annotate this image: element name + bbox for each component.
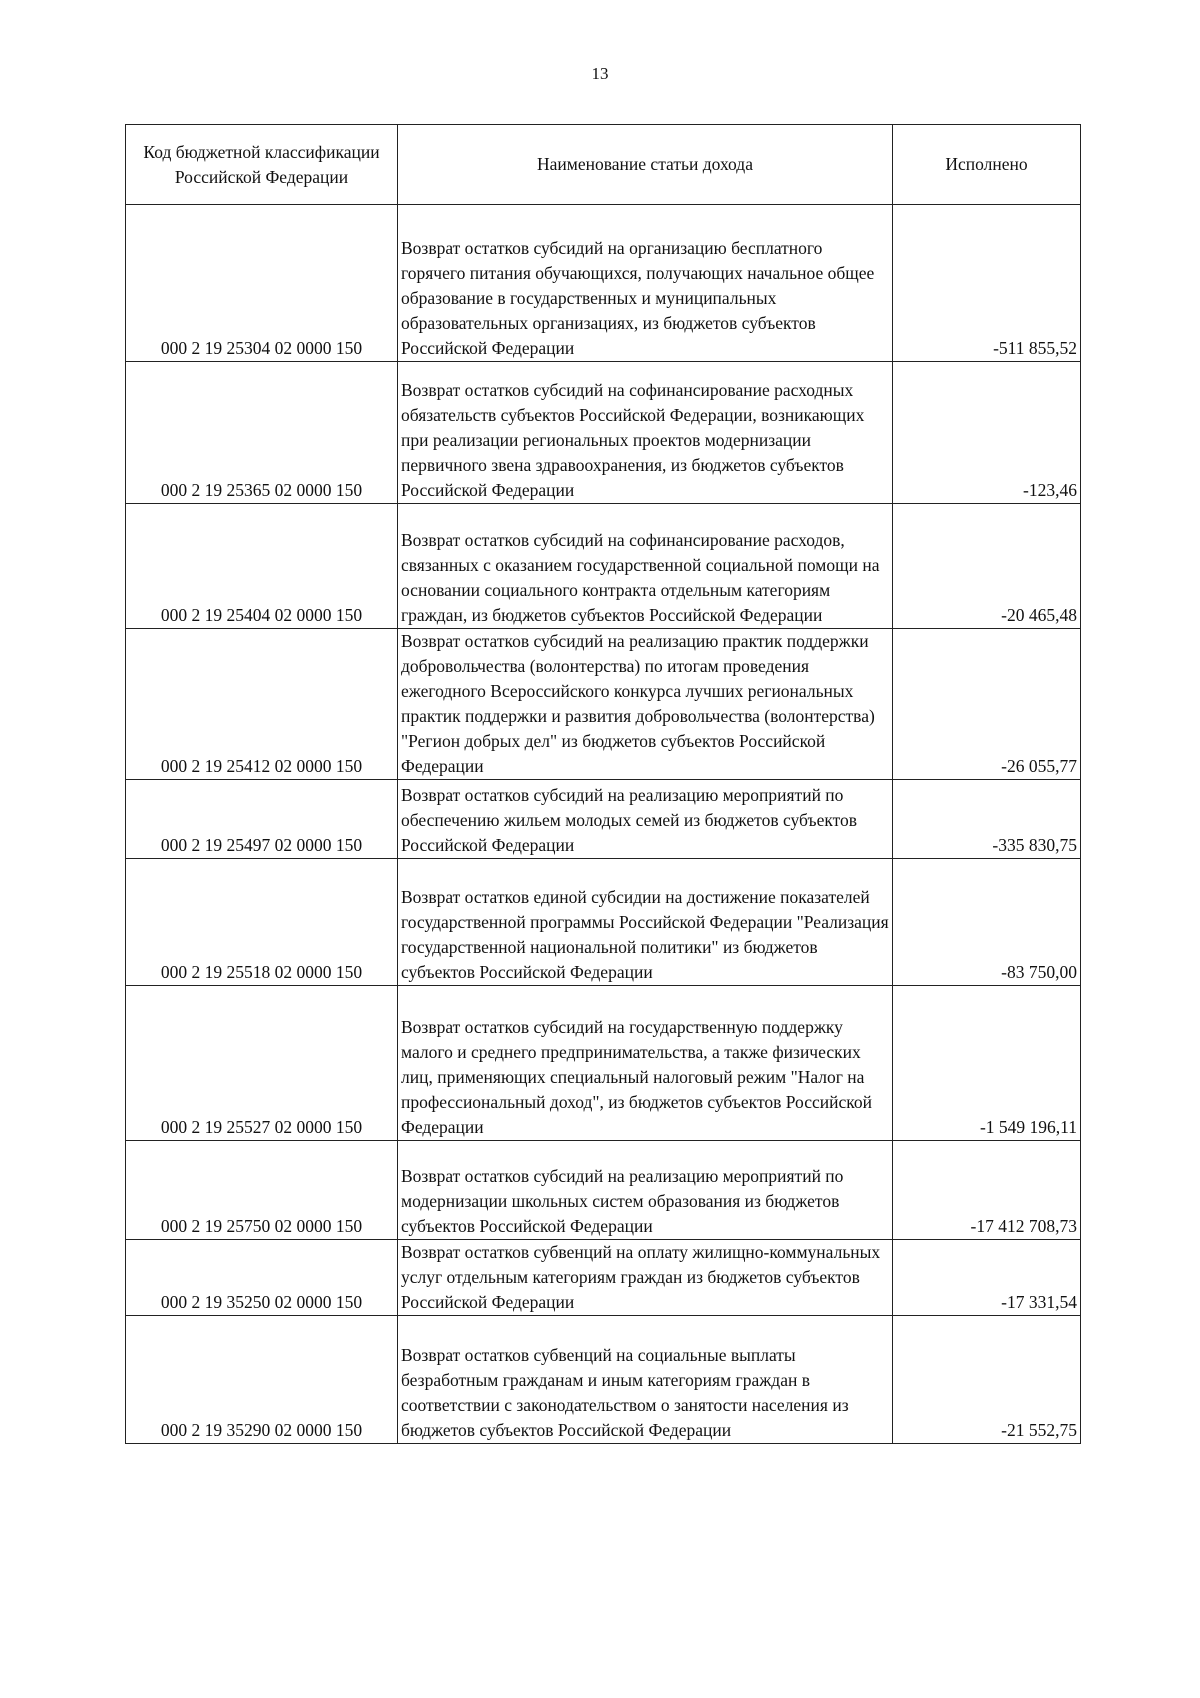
row-code: 000 2 19 25412 02 0000 150 <box>126 629 398 780</box>
table-row <box>126 504 1081 629</box>
row-value: -26 055,77 <box>893 629 1081 780</box>
row-value: -511 855,52 <box>893 205 1081 362</box>
row-name: Возврат остатков субвенций на оплату жилищно-коммунальных услуг отдельным категориям граждан из бюджетов субъектов Российской Федерации <box>398 1240 893 1316</box>
row-name: Возврат остатков субсидий на софинансирование расходных обязательств субъектов Российской Федерации, возникающих при реализации региональных проектов модернизации первичного звена здравоохранения, из бюджетов субъектов Российской Федерации <box>398 362 893 504</box>
row-value: -20 465,48 <box>893 504 1081 629</box>
row-code: 000 2 19 25518 02 0000 150 <box>126 859 398 986</box>
row-value: -17 331,54 <box>893 1240 1081 1316</box>
header-executed: Исполнено <box>893 125 1081 205</box>
row-code: 000 2 19 25365 02 0000 150 <box>126 362 398 504</box>
row-value: -1 549 196,11 <box>893 986 1081 1141</box>
row-code: 000 2 19 35250 02 0000 150 <box>126 1240 398 1316</box>
row-code: 000 2 19 25304 02 0000 150 <box>126 205 398 362</box>
table-row <box>126 629 1081 780</box>
row-value: -21 552,75 <box>893 1316 1081 1444</box>
table-row <box>126 780 1081 859</box>
table-row <box>126 1240 1081 1316</box>
table-row <box>126 986 1081 1141</box>
row-name: Возврат остатков субсидий на реализацию практик поддержки добровольчества (волонтерства) по итогам проведения ежегодного Всероссийского конкурса лучших региональных практик поддержки и развития добровольчества (волонтерства) "Регион добрых дел" из бюджетов субъектов Российской Федерации <box>398 629 893 780</box>
table-row <box>126 859 1081 986</box>
row-code: 000 2 19 25750 02 0000 150 <box>126 1141 398 1240</box>
table-header-row <box>126 125 1081 205</box>
table-row <box>126 1141 1081 1240</box>
row-name: Возврат остатков субсидий на софинансирование расходов, связанных с оказанием государственной социальной помощи на основании социального контракта отдельным категориям граждан, из бюджетов субъектов Российской Федерации <box>398 504 893 629</box>
row-name: Возврат остатков субсидий на организацию бесплатного горячего питания обучающихся, получающих начальное общее образование в государственных и муниципальных образовательных организациях, из бюджетов субъектов Российской Федерации <box>398 205 893 362</box>
row-value: -17 412 708,73 <box>893 1141 1081 1240</box>
table-row <box>126 1316 1081 1444</box>
table-row <box>126 362 1081 504</box>
income-table <box>125 124 1081 1444</box>
row-code: 000 2 19 25404 02 0000 150 <box>126 504 398 629</box>
row-name: Возврат остатков субсидий на реализацию мероприятий по обеспечению жильем молодых семей из бюджетов субъектов Российской Федерации <box>398 780 893 859</box>
page-number: 13 <box>591 64 609 83</box>
row-name: Возврат остатков единой субсидии на достижение показателей государственной программы Российской Федерации "Реализация государственной национальной политики" из бюджетов субъектов Российской Федерации <box>398 859 893 986</box>
row-code: 000 2 19 25527 02 0000 150 <box>126 986 398 1141</box>
row-value: -335 830,75 <box>893 780 1081 859</box>
row-code: 000 2 19 25497 02 0000 150 <box>126 780 398 859</box>
header-name: Наименование статьи дохода <box>398 125 893 205</box>
row-value: -123,46 <box>893 362 1081 504</box>
table-row <box>126 205 1081 362</box>
row-value: -83 750,00 <box>893 859 1081 986</box>
row-name: Возврат остатков субсидий на государственную поддержку малого и среднего предпринимательства, а также физических лиц, применяющих специальный налоговый режим "Налог на профессиональный доход", из бюджетов субъектов Российской Федерации <box>398 986 893 1141</box>
header-code: Код бюджетной классификации Российской Федерации <box>126 125 398 205</box>
row-name: Возврат остатков субвенций на социальные выплаты безработным гражданам и иным категориям граждан в соответствии с законодательством о занятости населения из бюджетов субъектов Российской Федерации <box>398 1316 893 1444</box>
row-code: 000 2 19 35290 02 0000 150 <box>126 1316 398 1444</box>
row-name: Возврат остатков субсидий на реализацию мероприятий по модернизации школьных систем образования из бюджетов субъектов Российской Федерации <box>398 1141 893 1240</box>
